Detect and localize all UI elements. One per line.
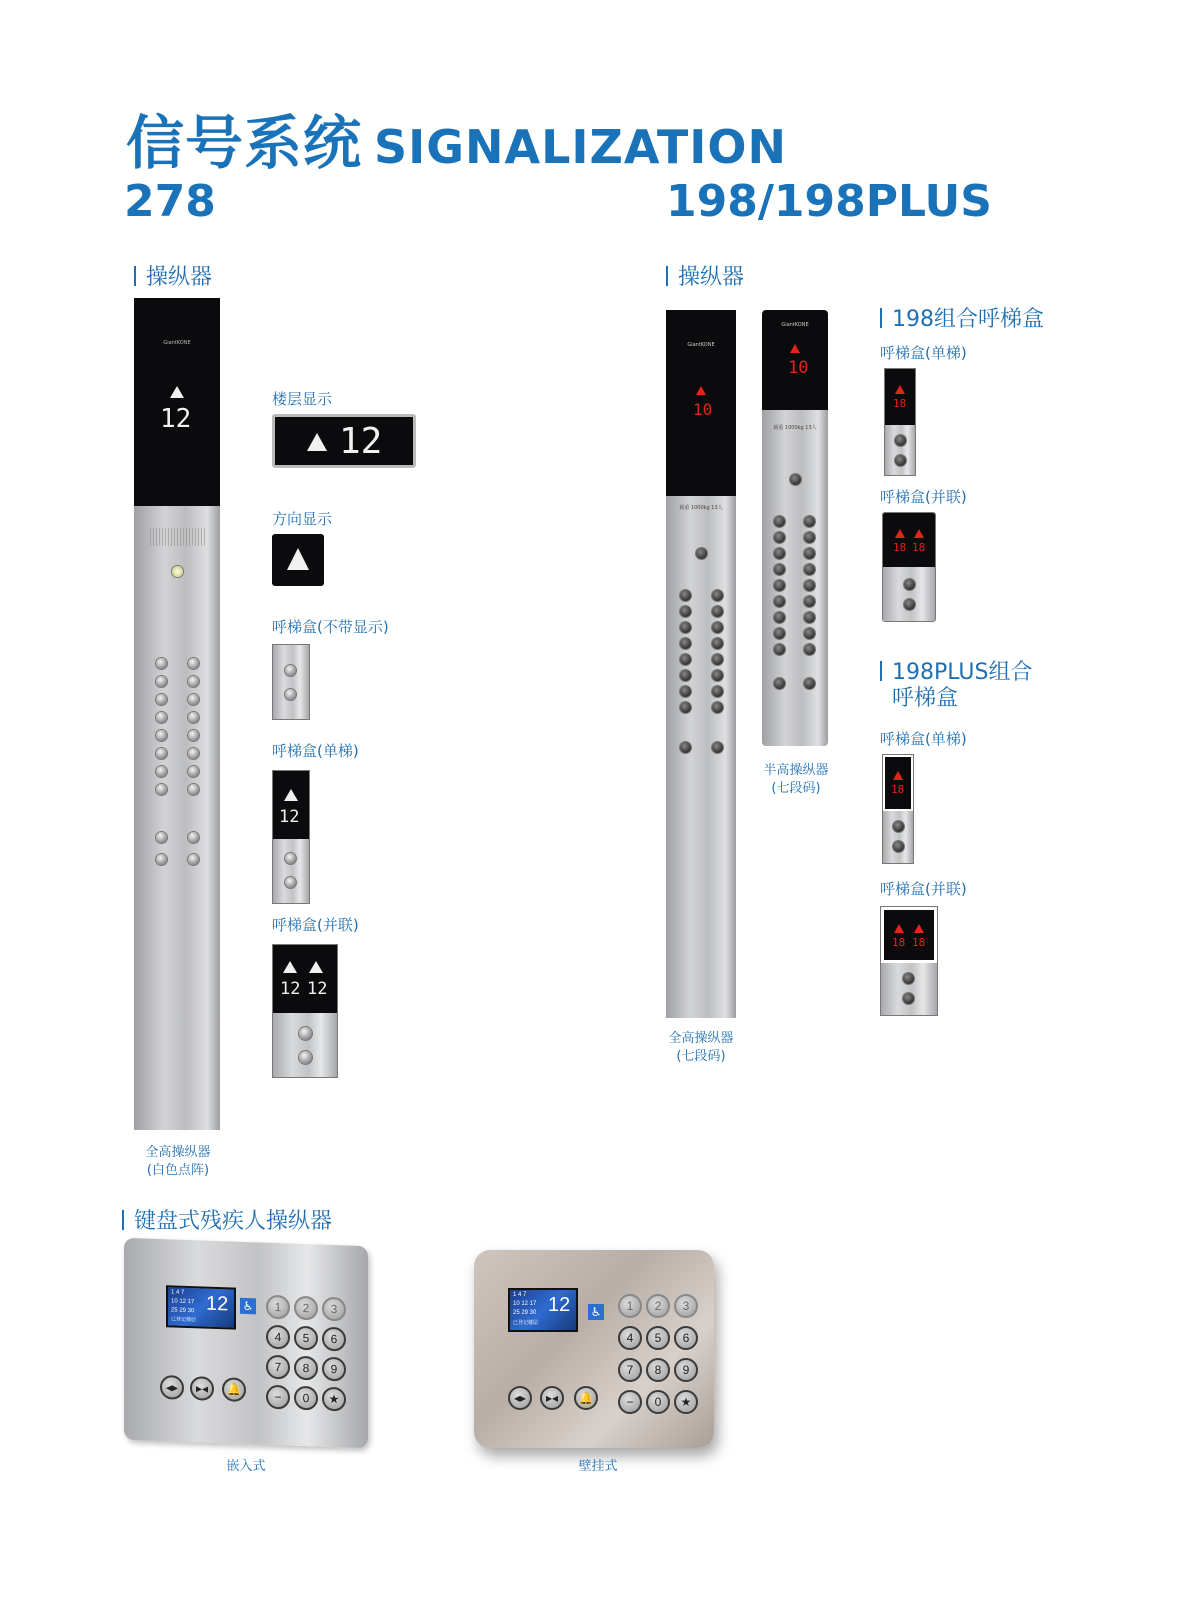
key-2[interactable]: 2	[646, 1294, 670, 1318]
up-arrow-icon	[309, 961, 323, 973]
keypad-screen: 1 4 7 10 12 17 25 29 30 已登记楼层 12	[508, 1288, 578, 1332]
label-hall-no-display: 呼梯盒(不带显示)	[272, 618, 389, 636]
direction-display-unit	[272, 534, 324, 586]
section-cop-278: 操纵器	[134, 260, 212, 291]
title-cn: 信号系统	[126, 109, 363, 177]
wheelchair-icon: ♿	[588, 1304, 604, 1320]
floor-readout: 12	[160, 404, 192, 434]
hall-box-parallel-198plus: 18 18	[880, 906, 938, 1016]
key-4[interactable]: 4	[618, 1326, 642, 1350]
key-minus[interactable]: −	[266, 1385, 290, 1410]
floor-readout: 10	[693, 400, 713, 419]
keypad-screen: 1 4 7 10 12 17 25 29 30 已登记楼层 12	[166, 1285, 236, 1329]
section-combo-198plus: 198PLUS组合 呼梯盒	[880, 660, 1033, 712]
up-arrow-icon	[895, 529, 905, 538]
key-2[interactable]: 2	[294, 1296, 318, 1321]
up-arrow-icon	[696, 386, 706, 395]
label-198-hall-parallel: 呼梯盒(并联)	[880, 488, 967, 506]
hall-box-single-278: 12	[272, 770, 310, 904]
cop-278-caption: 全高操纵器 (白色点阵)	[145, 1145, 211, 1178]
up-arrow-icon	[790, 344, 800, 353]
up-arrow-icon	[914, 924, 924, 933]
door-open-button[interactable]: ◂▸	[160, 1375, 184, 1400]
alarm-bell-button[interactable]: 🔔	[574, 1386, 598, 1410]
hall-box-no-display	[272, 644, 310, 720]
model-198: 198/198PLUS	[666, 176, 992, 227]
hall-box-single-198: 18	[884, 368, 916, 476]
label-hall-single: 呼梯盒(单梯)	[272, 742, 359, 760]
up-arrow-icon	[284, 789, 298, 801]
key-7[interactable]: 7	[266, 1355, 290, 1380]
up-arrow-icon	[895, 385, 905, 394]
key-7[interactable]: 7	[618, 1358, 642, 1382]
alarm-bell-button[interactable]: 🔔	[222, 1377, 246, 1402]
up-arrow-icon	[914, 529, 924, 538]
key-minus[interactable]: −	[618, 1390, 642, 1414]
floor-display-unit	[272, 414, 416, 468]
key-0[interactable]: 0	[294, 1386, 318, 1411]
key-5[interactable]: 5	[294, 1326, 318, 1351]
keypad-embedded	[124, 1238, 368, 1449]
up-arrow-icon	[894, 924, 904, 933]
keypad-wall-mounted	[474, 1250, 714, 1448]
brand-logo: GiantKONE	[163, 340, 191, 346]
label-198plus-hall-parallel: 呼梯盒(并联)	[880, 880, 967, 898]
section-keypad: 键盘式残疾人操纵器	[122, 1204, 332, 1235]
key-6[interactable]: 6	[674, 1326, 698, 1350]
key-star[interactable]: ★	[322, 1387, 346, 1412]
cop-198-full-height: GiantKONE 10 载重 1000kg 13人	[666, 310, 736, 1018]
hall-box-parallel-198: 18 18	[882, 512, 936, 622]
key-4[interactable]: 4	[266, 1325, 290, 1350]
key-8[interactable]: 8	[646, 1358, 670, 1382]
key-0[interactable]: 0	[646, 1390, 670, 1414]
key-1[interactable]: 1	[618, 1294, 642, 1318]
label-direction-display: 方向显示	[272, 510, 333, 528]
key-3[interactable]: 3	[674, 1294, 698, 1318]
cop-198-half-height: GiantKONE 10 载重 1000kg 13人	[762, 310, 828, 746]
label-198plus-hall-single: 呼梯盒(单梯)	[880, 730, 967, 748]
keypad-embedded-caption: 嵌入式	[226, 1459, 266, 1474]
key-star[interactable]: ★	[674, 1390, 698, 1414]
floor-readout: 10	[788, 358, 809, 378]
key-3[interactable]: 3	[322, 1297, 346, 1322]
keypad-wall-caption: 壁挂式	[578, 1459, 618, 1474]
hall-box-parallel-278: 12 12	[272, 944, 338, 1078]
door-close-button[interactable]: ▸◂	[540, 1386, 564, 1410]
page-title	[126, 96, 787, 180]
door-close-button[interactable]: ▸◂	[190, 1376, 214, 1401]
section-combo-198: 198组合呼梯盒	[880, 302, 1044, 333]
label-hall-parallel: 呼梯盒(并联)	[272, 916, 359, 934]
up-arrow-icon	[283, 961, 297, 973]
key-9[interactable]: 9	[674, 1358, 698, 1382]
door-open-button[interactable]: ◂▸	[508, 1386, 532, 1410]
key-8[interactable]: 8	[294, 1356, 318, 1381]
key-6[interactable]: 6	[322, 1327, 346, 1352]
up-arrow-icon	[307, 433, 327, 451]
floor-display-number: 12	[339, 421, 383, 462]
up-arrow-icon	[287, 548, 309, 570]
up-arrow-icon	[170, 386, 184, 398]
wheelchair-icon: ♿	[240, 1298, 256, 1315]
hall-box-single-198plus: 18	[882, 754, 914, 864]
cop-278-full-height	[134, 298, 220, 1130]
key-9[interactable]: 9	[322, 1357, 346, 1382]
up-arrow-icon	[893, 771, 903, 780]
key-5[interactable]: 5	[646, 1326, 670, 1350]
label-floor-display: 楼层显示	[272, 390, 333, 408]
cop-198-full-caption: 全高操纵器 (七段码)	[668, 1031, 734, 1064]
section-cop-198: 操纵器	[666, 260, 744, 291]
model-278: 278	[124, 176, 216, 227]
label-198-hall-single: 呼梯盒(单梯)	[880, 344, 967, 362]
title-en: SIGNALIZATION	[374, 120, 788, 174]
key-1[interactable]: 1	[266, 1295, 290, 1320]
cop-198-half-caption: 半高操纵器 (七段码)	[763, 763, 829, 796]
